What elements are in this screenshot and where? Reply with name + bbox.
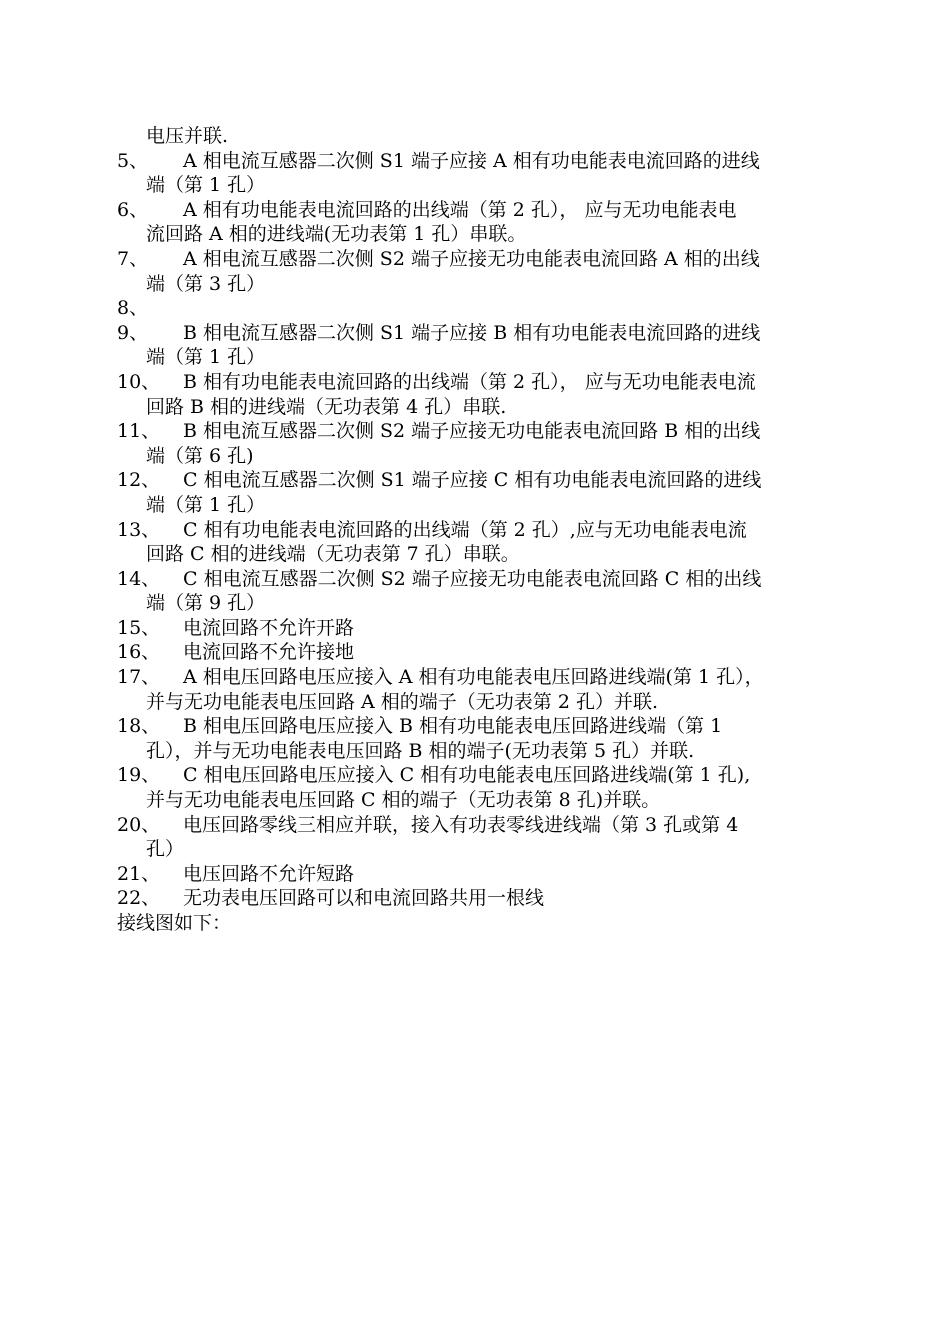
list-item-number: 16、 <box>117 641 161 664</box>
list-item-text: B 相有功电能表电流回路的出线端（第 2 孔）， 应与无功电能表电流 <box>183 370 756 393</box>
list-item-number: 10、 <box>117 370 161 393</box>
list-item-first-line <box>117 198 857 223</box>
list-item-number: 20、 <box>117 813 161 836</box>
list-item-first-line <box>117 149 857 174</box>
list-item-number: 14、 <box>117 567 161 590</box>
list-item-continuation: 孔），并与无功电能表电压回路 B 相的端子(无功表第 5 孔）并联. <box>146 739 695 762</box>
list-item-first-line <box>117 886 857 911</box>
list-item-text: B 相电流互感器二次侧 S2 端子应接无功电能表电流回路 B 相的出线 <box>183 420 761 443</box>
list-item-text: C 相电流互感器二次侧 S2 端子应接无功电能表电流回路 C 相的出线 <box>183 567 762 590</box>
list-item-first-line <box>117 370 857 395</box>
list-item-text: 电压回路零线三相应并联，接入有功表零线进线端（第 3 孔或第 4 <box>183 813 739 836</box>
list-item-first-line <box>117 862 857 887</box>
list-item-text: C 相电流互感器二次侧 S1 端子应接 C 相有功电能表电流回路的进线 <box>183 469 762 492</box>
list-item-number: 15、 <box>117 616 161 639</box>
list-item-first-line <box>117 616 857 641</box>
list-item <box>117 714 857 763</box>
list-item-number: 17、 <box>117 666 161 689</box>
list-item-first-line <box>117 518 857 543</box>
list-item <box>117 862 857 887</box>
list-item-number: 13、 <box>117 518 161 541</box>
list-item-number: 18、 <box>117 715 161 738</box>
list-item <box>117 468 857 517</box>
list-item-continuation: 端（第 3 孔） <box>146 272 266 295</box>
list-item <box>117 321 857 370</box>
closing-line: 接线图如下： <box>117 912 232 934</box>
list-item-text: 无功表电压回路可以和电流回路共用一根线 <box>183 887 545 910</box>
numbered-list <box>117 149 857 911</box>
list-item-first-line <box>117 247 857 272</box>
list-item-text: 电流回路不允许开路 <box>183 616 355 639</box>
list-item-continuation: 端（第 1 孔） <box>146 174 266 197</box>
list-item-first-line <box>117 321 857 346</box>
list-item <box>117 296 857 321</box>
list-item-text: 电压回路不允许短路 <box>183 862 355 885</box>
list-item <box>117 763 857 812</box>
list-item-first-line <box>117 296 857 321</box>
list-item-continuation: 端（第 6 孔) <box>146 444 254 467</box>
list-item-text: C 相电压回路电压应接入 C 相有功电能表电压回路进线端(第 1 孔), <box>183 764 751 787</box>
list-item <box>117 518 857 567</box>
list-item-text: B 相电压回路电压应接入 B 相有功电能表电压回路进线端（第 1 <box>183 715 723 738</box>
list-item-number: 9、 <box>117 321 149 344</box>
list-item-first-line <box>117 763 857 788</box>
list-item <box>117 149 857 198</box>
list-item-first-line <box>117 640 857 665</box>
list-item-continuation: 并与无功电能表电压回路 A 相的端子（无功表第 2 孔）并联. <box>146 690 659 713</box>
list-item-number: 19、 <box>117 764 161 787</box>
list-item-continuation: 端（第 1 孔） <box>146 493 266 516</box>
list-item-number: 5、 <box>117 149 149 172</box>
list-item-number: 22、 <box>117 887 161 910</box>
list-item-text: 电流回路不允许接地 <box>183 641 355 664</box>
list-item <box>117 640 857 665</box>
list-item-number: 6、 <box>117 198 149 221</box>
list-item-number: 7、 <box>117 247 149 270</box>
list-item-continuation: 并与无功电能表电压回路 C 相的端子（无功表第 8 孔)并联。 <box>146 789 661 812</box>
list-item-first-line <box>117 813 857 838</box>
list-item <box>117 370 857 419</box>
list-item-number: 8、 <box>117 297 149 320</box>
list-item-continuation: 端（第 1 孔） <box>146 346 266 369</box>
list-item-continuation: 流回路 A 相的进线端(无功表第 1 孔）串联。 <box>146 223 527 246</box>
list-item-text: A 相电流互感器二次侧 S2 端子应接无功电能表电流回路 A 相的出线 <box>183 247 760 270</box>
list-item-number: 12、 <box>117 469 161 492</box>
continuation-line: 电压并联. <box>146 125 229 147</box>
list-item-number: 21、 <box>117 862 161 885</box>
list-item <box>117 198 857 247</box>
list-item-first-line <box>117 468 857 493</box>
list-item-continuation: 回路 C 相的进线端（无功表第 7 孔）串联。 <box>146 543 520 566</box>
list-item-number: 11、 <box>117 420 161 443</box>
list-item <box>117 665 857 714</box>
list-item-text: B 相电流互感器二次侧 S1 端子应接 B 相有功电能表电流回路的进线 <box>183 321 761 344</box>
list-item-continuation: 孔） <box>146 838 185 861</box>
list-item-first-line <box>117 714 857 739</box>
document-body <box>117 124 857 936</box>
list-item <box>117 567 857 616</box>
list-item-continuation: 回路 B 相的进线端（无功表第 4 孔）串联. <box>146 395 507 418</box>
list-item <box>117 419 857 468</box>
list-item-continuation: 端（第 9 孔） <box>146 592 266 615</box>
list-item <box>117 616 857 641</box>
list-item <box>117 886 857 911</box>
list-item-first-line <box>117 665 857 690</box>
list-item-text: A 相电流互感器二次侧 S1 端子应接 A 相有功电能表电流回路的进线 <box>183 149 760 172</box>
list-item-text: A 相电压回路电压应接入 A 相有功电能表电压回路进线端(第 1 孔）， <box>183 666 764 689</box>
list-item-first-line <box>117 567 857 592</box>
list-item <box>117 247 857 296</box>
list-item-text: A 相有功电能表电流回路的出线端（第 2 孔）， 应与无功电能表电 <box>183 198 737 221</box>
list-item-first-line <box>117 419 857 444</box>
list-item-text: C 相有功电能表电流回路的出线端（第 2 孔）,应与无功电能表电流 <box>183 518 747 541</box>
list-item <box>117 813 857 862</box>
